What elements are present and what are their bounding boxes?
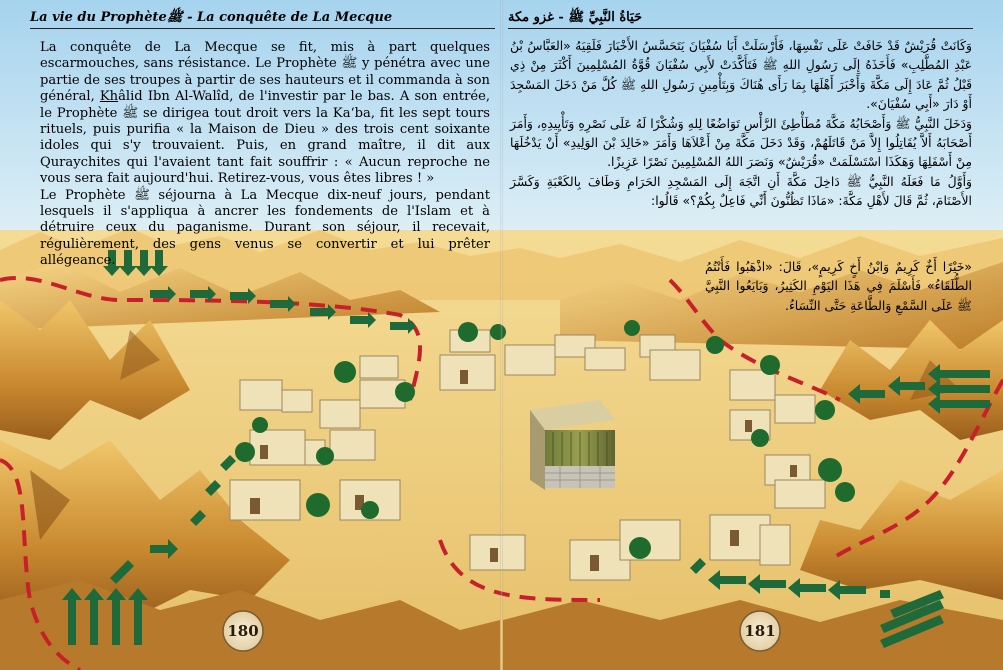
header-right-title: حَيَاةُ النَّبِيِّ ﷺ - غزو مكة [508,9,643,25]
french-paragraph-2: Le Prophète ﷺ séjourna à La Mecque dix-neuf jours, pendant lesquels il s'appliqua à ancrer les fondements de l'Islam et à détruire ceux du paganisme. Durant son séjour, il recevait, régulièrement, des gens venus se convertir et lui prêter allégeance. [40,187,490,269]
header-rule-left [30,28,495,29]
general-name-rest: âlid Ibn Al-Walîd [118,89,230,105]
header-rule-right [508,28,973,29]
arabic-text-block [510,36,972,211]
arabic-text-tail [705,257,972,315]
page-number-right: 181 [744,622,776,640]
arabic-paragraph-4: «خَيْرًا أَخٌ كَرِيمٌ وَابْنُ أَخٍ كَرِيمٍ»، قَالَ: «اذْهَبُوا فَأَنْتُمُ الطُّلَقَاءُ» فَأَسْلَمَ فِي هَذَا اليَوْمِ الكَثِيرُ، وَبَايَعُوا النَّبِيَّ ﷺ عَلَى السَّمْعِ وَالطَّاعَةِ حَتَّى النِّسَاءُ. [705,259,972,313]
french-p1-end: , de l'investir par le bas. A son entrée, le Prophète ﷺ se dirigea tout droit vers la Ka‘ba, fit les sept tours rituels, puis purifia « la Maison de Dieu » des trois cent soixante idoles qui s'y trouvaient. Puis, en grand maître, il dit aux Quraychites qui l'avaient tant fait souffrir : « Aucun reproche ne vous sera fait aujourd'hui. Retirez-vous, vous êtes libres ! » [40,89,491,187]
page-number-left: 180 [227,622,259,640]
french-text-block [40,40,490,270]
arabic-paragraph-3: وَأَوَّلُ مَا فَعَلَهُ النَّبِيُّ ﷺ دَاخِلَ مَكَّةَ أَنِ اتَّجَهَ إِلَى المَسْجِدِ الحَرَامِ وَطَافَ بِالكَعْبَةِ وَكَسَّرَ الأَصْنَامَ، ثُمَّ قَالَ لأَهْلِ مَكَّةَ: «مَاذَا تَظُنُّونَ أَنِّي فَاعِلٌ بِكُمْ؟» قَالُوا: [510,173,972,209]
kaaba [530,400,615,490]
book-gutter [500,0,503,670]
arabic-paragraph-2: وَدَخَلَ النَّبِيُّ ﷺ وَأَصْحَابُهُ مَكَّةَ مُطَأْطِئَ الرَّأْسِ تَوَاضُعًا لِلهِ وَشُكْرًا لَهُ عَلَى نَصْرِهِ وَتَأْيِيدِهِ، وَأَمَرَ أَصْحَابَهُ أَلاَّ يُقَاتِلُوا إِلاَّ مَنْ قَاتَلَهُمْ، وَقَدْ دَخَلَ مَكَّةَ مِنْ أَعْلاَهَا وَأَمَرَ «خَالِدَ بْنَ الوَلِيدِ» أَنْ يَدْخُلَهَا مِنْ أَسْفَلِهَا وَهَكَذَا اسْتَسْلَمَتْ «قُرَيْشٌ» وَنَصَرَ اللهُ المُسْلِمِينَ نَصْرًا عَزِيزًا. [510,115,972,170]
header-left-title: La vie du Prophèteﷺ - La conquête de La Mecque [30,9,393,25]
general-name-underlined: Kh [99,89,119,105]
arabic-paragraph-1: وَكَانَتْ قُرَيْشٌ قَدْ خَافَتْ عَلَى نَفْسِهَا، فَأَرْسَلَتْ أَبَا سُفْيَانَ يَتَحَسَّسُ الأَخْبَارَ فَلَقِيَهُ «العَبَّاسُ بْنُ عَبْدِ المُطَّلِبِ» فَأَخَذَهُ إِلَى رَسُولِ اللهِ ﷺ فَتَأَكَّدَتْ لأَبِي سُفْيَانَ قُوَّةُ المُسْلِمِينَ أَكْثَرَ مِنْ ذِي قَبْلُ ثُمَّ عَادَ إِلَى مَكَّةَ وَأَخْبَرَ أَهْلَهَا بِمَا رَأَى هُنَاكَ وَبِتَأْمِينِ رَسُولِ اللهِ ﷺ كُلَّ مَنْ دَخَلَ المَسْجِدَ أَوْ دَارَ «أَبِي سُفْيَانَ». [510,38,972,112]
french-p1-start: La conquête de La Mecque se fit, mis à part quelques escarmouches, sans résistance. Le Prophète ﷺ y pénétra avec une partie de ses troupes à partir de ses hauteurs et il commanda à son général, [40,40,490,105]
french-paragraph-1 [40,40,490,188]
